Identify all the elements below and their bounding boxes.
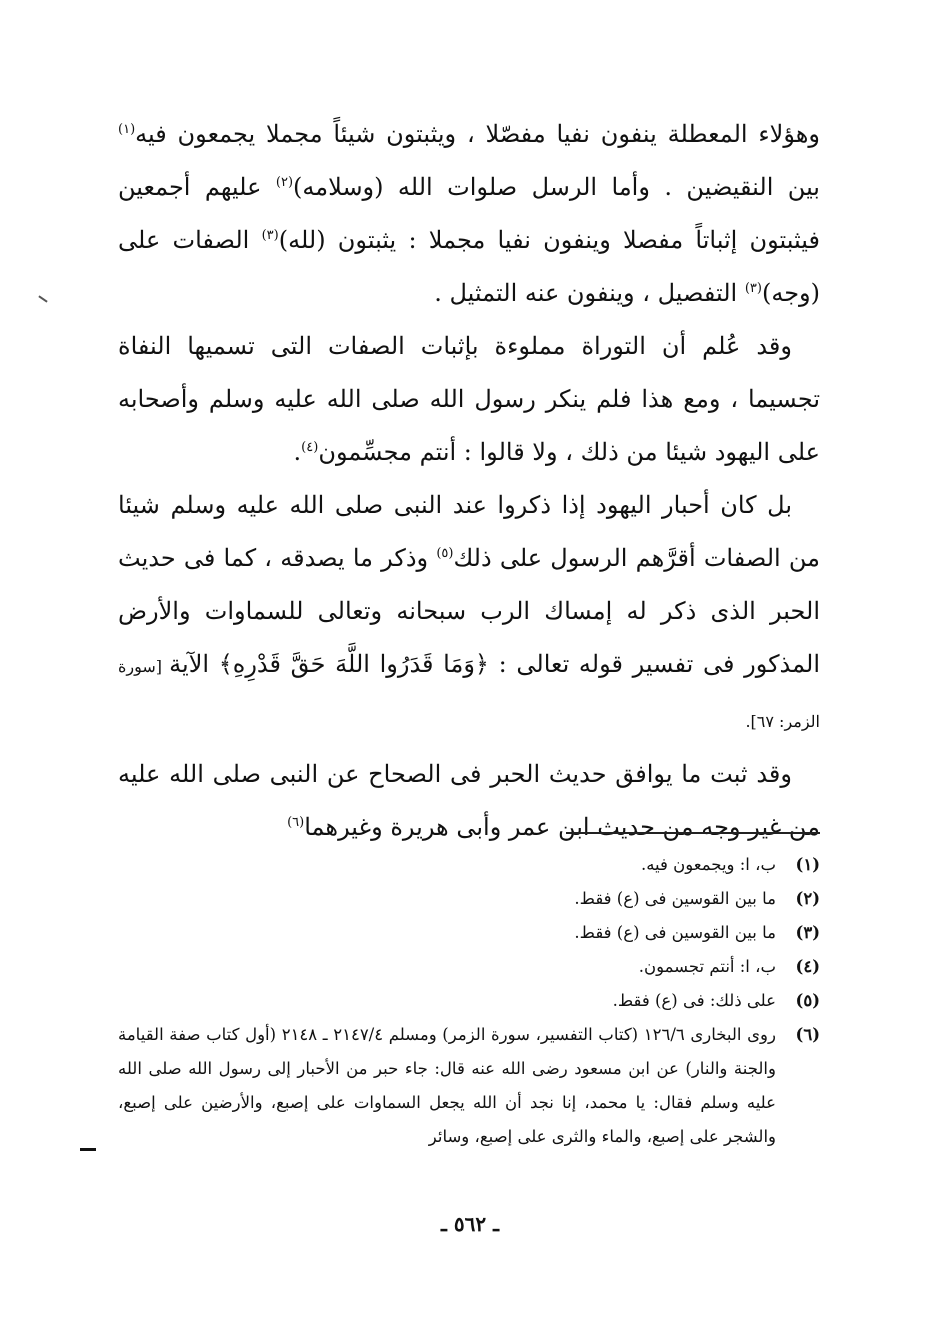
footnote-text: ب، ا: ويجمعون فيه. [640, 855, 776, 874]
footnote-text: ما بين القوسين فى (ع) فقط. [574, 889, 776, 908]
footnote [118, 1018, 820, 1154]
text-run: الصفات على (وجه) [118, 226, 820, 307]
footnote-text: ما بين القوسين فى (ع) فقط. [574, 923, 776, 942]
footnote [118, 916, 820, 950]
footnote [118, 882, 820, 916]
scan-mark [80, 1148, 96, 1151]
text-run: بل كان أحبار اليهود إذا ذكروا عند النبى صلى الله عليه وسلم شيئا من الصفات أقرَّهم الرسول على ذلك [118, 491, 820, 572]
main-text [118, 108, 820, 854]
text-run: وذكر ما يصدقه ، كما فى حديث الحبر الذى ذكر له إمساك الرب سبحانه وتعالى للسماوات والأرض المذكور فى تفسير قوله تعالى : ﴿وَمَا قَدَرُوا اللَّهَ حَقَّ قَدْرِهِ﴾ الآية [118, 544, 820, 678]
paragraph [118, 320, 820, 479]
footnote-marker: (١) [118, 122, 136, 137]
footnote [118, 984, 820, 1018]
text-run: عليهم أجمعين فيثبتون إثباتاً مفصلا وينفون نفيا مجملا : يثبتون (لله) [118, 173, 820, 254]
text-run: وقد ثبت ما يوافق حديث الحبر فى الصحاح عن النبى صلى الله عليه من غير وجه من حديث ابن عمر وأبى هريرة وغيرهما [118, 760, 820, 841]
footnote-number: (٢) [795, 889, 820, 908]
footnote-marker: (٥) [436, 546, 454, 561]
text-run: بين النقيضين . وأما الرسل صلوات الله (وسلامه) [293, 173, 820, 201]
footnote-separator [566, 832, 820, 834]
footnote-marker: (٢) [275, 175, 294, 190]
paragraph [118, 108, 820, 320]
footnote-number: (٥) [795, 991, 820, 1010]
footnote-text: روى البخارى ١٢٦/٦ (كتاب التفسير، سورة الزمر) ومسلم ٢١٤٧/٤ ـ ٢١٤٨ (أول كتاب صفة القيامة والجنة والنار) عن ابن مسعود رضى الله عنه قال: جاء حبر من الأحبار إلى رسول الله صلى الله عليه وسلم فقال: يا محمد، إنا نجد أن الله يجعل السماوات على إصبع، والأرضين على إصبع، والشجر على إصبع، والماء والثرى على إصبع، وسائر [118, 1025, 776, 1146]
text-run: وهؤلاء المعطلة ينفون نفيا مفصّلا ، ويثبتون شيئاً مجملا يجمعون فيه [135, 120, 820, 148]
footnote-marker: (٦) [287, 815, 305, 830]
text-run: التفصيل ، وينفون عنه التمثيل . [434, 279, 745, 307]
footnote-text: على ذلك: فى (ع) فقط. [612, 991, 776, 1010]
text-run: . [293, 438, 302, 466]
footnote-marker: (٣) [744, 281, 762, 296]
footnote-number: (٤) [795, 957, 820, 976]
text-run: وقد عُلم أن التوراة مملوءة بإثبات الصفات التى تسميها النفاة تجسيما ، ومع هذا فلم ينكر رسول الله صلى الله عليه وسلم وأصحابه على اليهود شيئا من ذلك ، ولا قالوا : أنتم مجسِّمون [118, 332, 820, 466]
paragraph [118, 479, 820, 748]
footnote-number: (١) [795, 855, 820, 874]
footnote-marker: (٤) [301, 440, 319, 455]
footnote-text: ب، ا: أنتم تجسمون. [638, 957, 776, 976]
page-number: ـ ٥٦٢ ـ [441, 1212, 499, 1236]
footnote-marker: (٣) [261, 228, 279, 243]
paragraph [118, 748, 820, 854]
footnote-number: (٣) [795, 923, 820, 942]
footnote [118, 848, 820, 882]
scan-mark [38, 295, 47, 302]
footnote [118, 950, 820, 984]
quran-reference: [سورة الزمر: ٦٧]. [118, 657, 820, 731]
footnotes [118, 848, 820, 1154]
footnote-number: (٦) [795, 1025, 820, 1044]
